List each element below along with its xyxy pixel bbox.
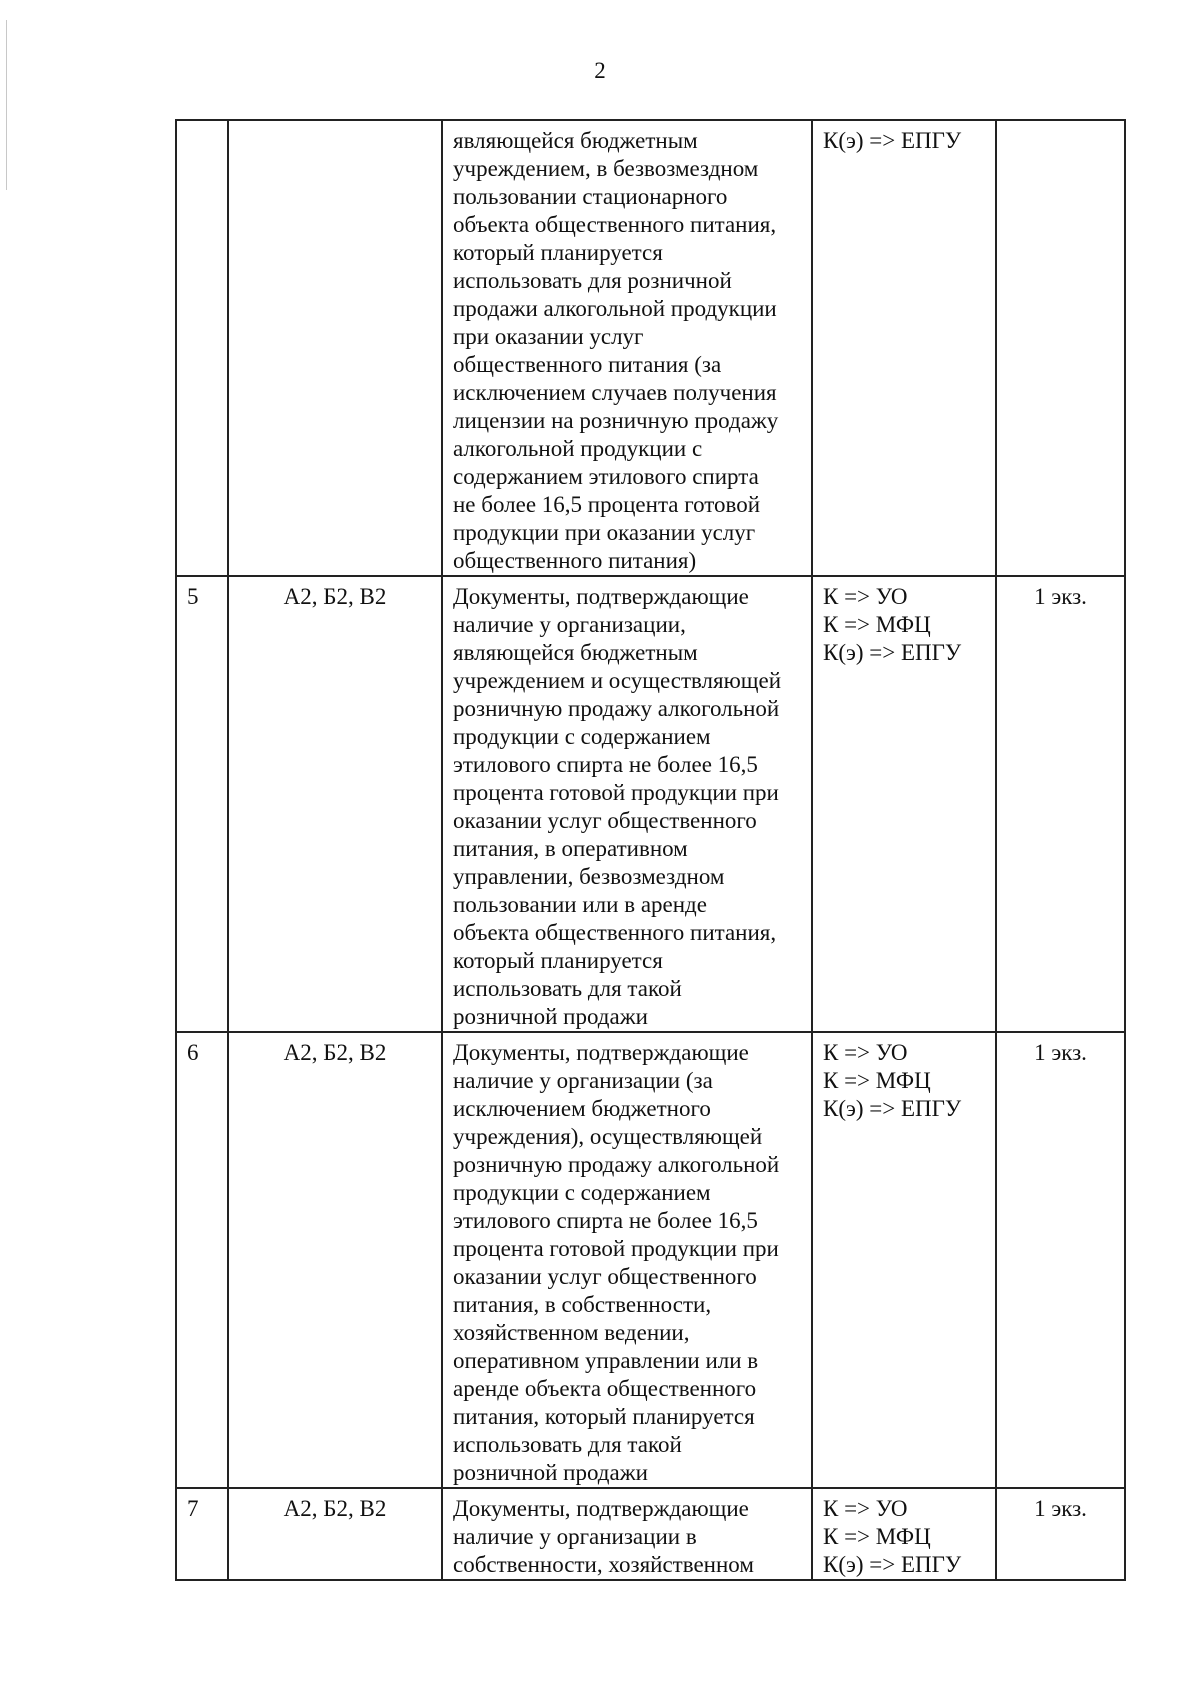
route-line: К(э) => ЕПГУ	[823, 640, 962, 665]
description-line: при оказании услуг	[453, 324, 644, 349]
route-line: К => УО	[823, 1040, 908, 1065]
description-line: являющейся бюджетным	[453, 640, 698, 665]
description-line: наличие у организации в	[453, 1524, 697, 1549]
description-line: розничную продажу алкогольной	[453, 696, 780, 721]
description-line: процента готовой продукции при	[453, 1236, 779, 1261]
description-line: розничную продажу алкогольной	[453, 1152, 780, 1177]
description-line: использовать для такой	[453, 976, 682, 1001]
table-row	[176, 1488, 1125, 1580]
description-line: питания, в собственности,	[453, 1292, 712, 1317]
description-line: собственности, хозяйственном	[453, 1552, 754, 1577]
route-line: К(э) => ЕПГУ	[823, 1096, 962, 1121]
applicant-categories-cell: А2, Б2, В2	[228, 1488, 442, 1580]
route-line: К(э) => ЕПГУ	[823, 1552, 962, 1577]
description-line: Документы, подтверждающие	[453, 584, 749, 609]
description-line: пользовании стационарного	[453, 184, 728, 209]
description-line: аренде объекта общественного	[453, 1376, 757, 1401]
row-number-cell: 5	[176, 576, 228, 1032]
scan-margin-line	[6, 20, 7, 190]
document-description-cell	[442, 1032, 812, 1488]
documents-table	[175, 119, 1126, 1581]
applicant-categories-cell: А2, Б2, В2	[228, 576, 442, 1032]
description-line: объекта общественного питания,	[453, 920, 777, 945]
description-line: который планируется	[453, 948, 663, 973]
route-line: К => УО	[823, 584, 908, 609]
route-line: К(э) => ЕПГУ	[823, 128, 962, 153]
description-line: Документы, подтверждающие	[453, 1496, 749, 1521]
applicant-categories-cell	[228, 120, 442, 576]
description-line: питания, в оперативном	[453, 836, 688, 861]
description-line: лицензии на розничную продажу	[453, 408, 779, 433]
description-line: исключением случаев получения	[453, 380, 777, 405]
description-line: общественного питания (за	[453, 352, 722, 377]
description-line: общественного питания)	[453, 548, 697, 573]
table-row	[176, 576, 1125, 1032]
document-description-cell	[442, 1488, 812, 1580]
description-line: розничной продажи	[453, 1004, 648, 1029]
description-line: не более 16,5 процента готовой	[453, 492, 761, 517]
table-row	[176, 1032, 1125, 1488]
description-line: хозяйственном ведении,	[453, 1320, 690, 1345]
description-line: объекта общественного питания,	[453, 212, 777, 237]
quantity-cell: 1 экз.	[996, 1032, 1125, 1488]
description-line: продажи алкогольной продукции	[453, 296, 777, 321]
description-line: этилового спирта не более 16,5	[453, 752, 758, 777]
route-line: К => МФЦ	[823, 1068, 931, 1093]
submission-route-cell	[812, 1032, 996, 1488]
row-number-cell: 7	[176, 1488, 228, 1580]
description-line: продукции с содержанием	[453, 1180, 711, 1205]
description-line: исключением бюджетного	[453, 1096, 711, 1121]
description-line: использовать для розничной	[453, 268, 732, 293]
description-line: процента готовой продукции при	[453, 780, 779, 805]
route-line: К => МФЦ	[823, 1524, 931, 1549]
description-line: который планируется	[453, 240, 663, 265]
description-line: продукции с содержанием	[453, 724, 711, 749]
description-line: алкогольной продукции с	[453, 436, 703, 461]
document-description-cell	[442, 576, 812, 1032]
description-line: Документы, подтверждающие	[453, 1040, 749, 1065]
description-line: пользовании или в аренде	[453, 892, 707, 917]
submission-route-cell	[812, 120, 996, 576]
description-line: учреждения), осуществляющей	[453, 1124, 763, 1149]
description-line: этилового спирта не более 16,5	[453, 1208, 758, 1233]
description-line: оперативном управлении или в	[453, 1348, 759, 1373]
description-line: наличие у организации (за	[453, 1068, 713, 1093]
description-line: содержанием этилового спирта	[453, 464, 759, 489]
description-line: управлении, безвозмездном	[453, 864, 725, 889]
submission-route-cell	[812, 576, 996, 1032]
document-description-cell	[442, 120, 812, 576]
page-number: 2	[594, 58, 606, 83]
description-line: питания, который планируется	[453, 1404, 755, 1429]
description-line: учреждением, в безвозмездном	[453, 156, 759, 181]
documents-table-body	[176, 120, 1125, 1580]
description-line: продукции при оказании услуг	[453, 520, 756, 545]
submission-route-cell	[812, 1488, 996, 1580]
quantity-cell: 1 экз.	[996, 576, 1125, 1032]
row-number-cell	[176, 120, 228, 576]
description-line: оказании услуг общественного	[453, 1264, 757, 1289]
route-line: К => УО	[823, 1496, 908, 1521]
quantity-cell: 1 экз.	[996, 1488, 1125, 1580]
description-line: наличие у организации,	[453, 612, 686, 637]
applicant-categories-cell: А2, Б2, В2	[228, 1032, 442, 1488]
row-number-cell: 6	[176, 1032, 228, 1488]
description-line: являющейся бюджетным	[453, 128, 698, 153]
description-line: розничной продажи	[453, 1460, 648, 1485]
description-line: учреждением и осуществляющей	[453, 668, 782, 693]
table-row	[176, 120, 1125, 576]
quantity-cell	[996, 120, 1125, 576]
route-line: К => МФЦ	[823, 612, 931, 637]
description-line: использовать для такой	[453, 1432, 682, 1457]
description-line: оказании услуг общественного	[453, 808, 757, 833]
